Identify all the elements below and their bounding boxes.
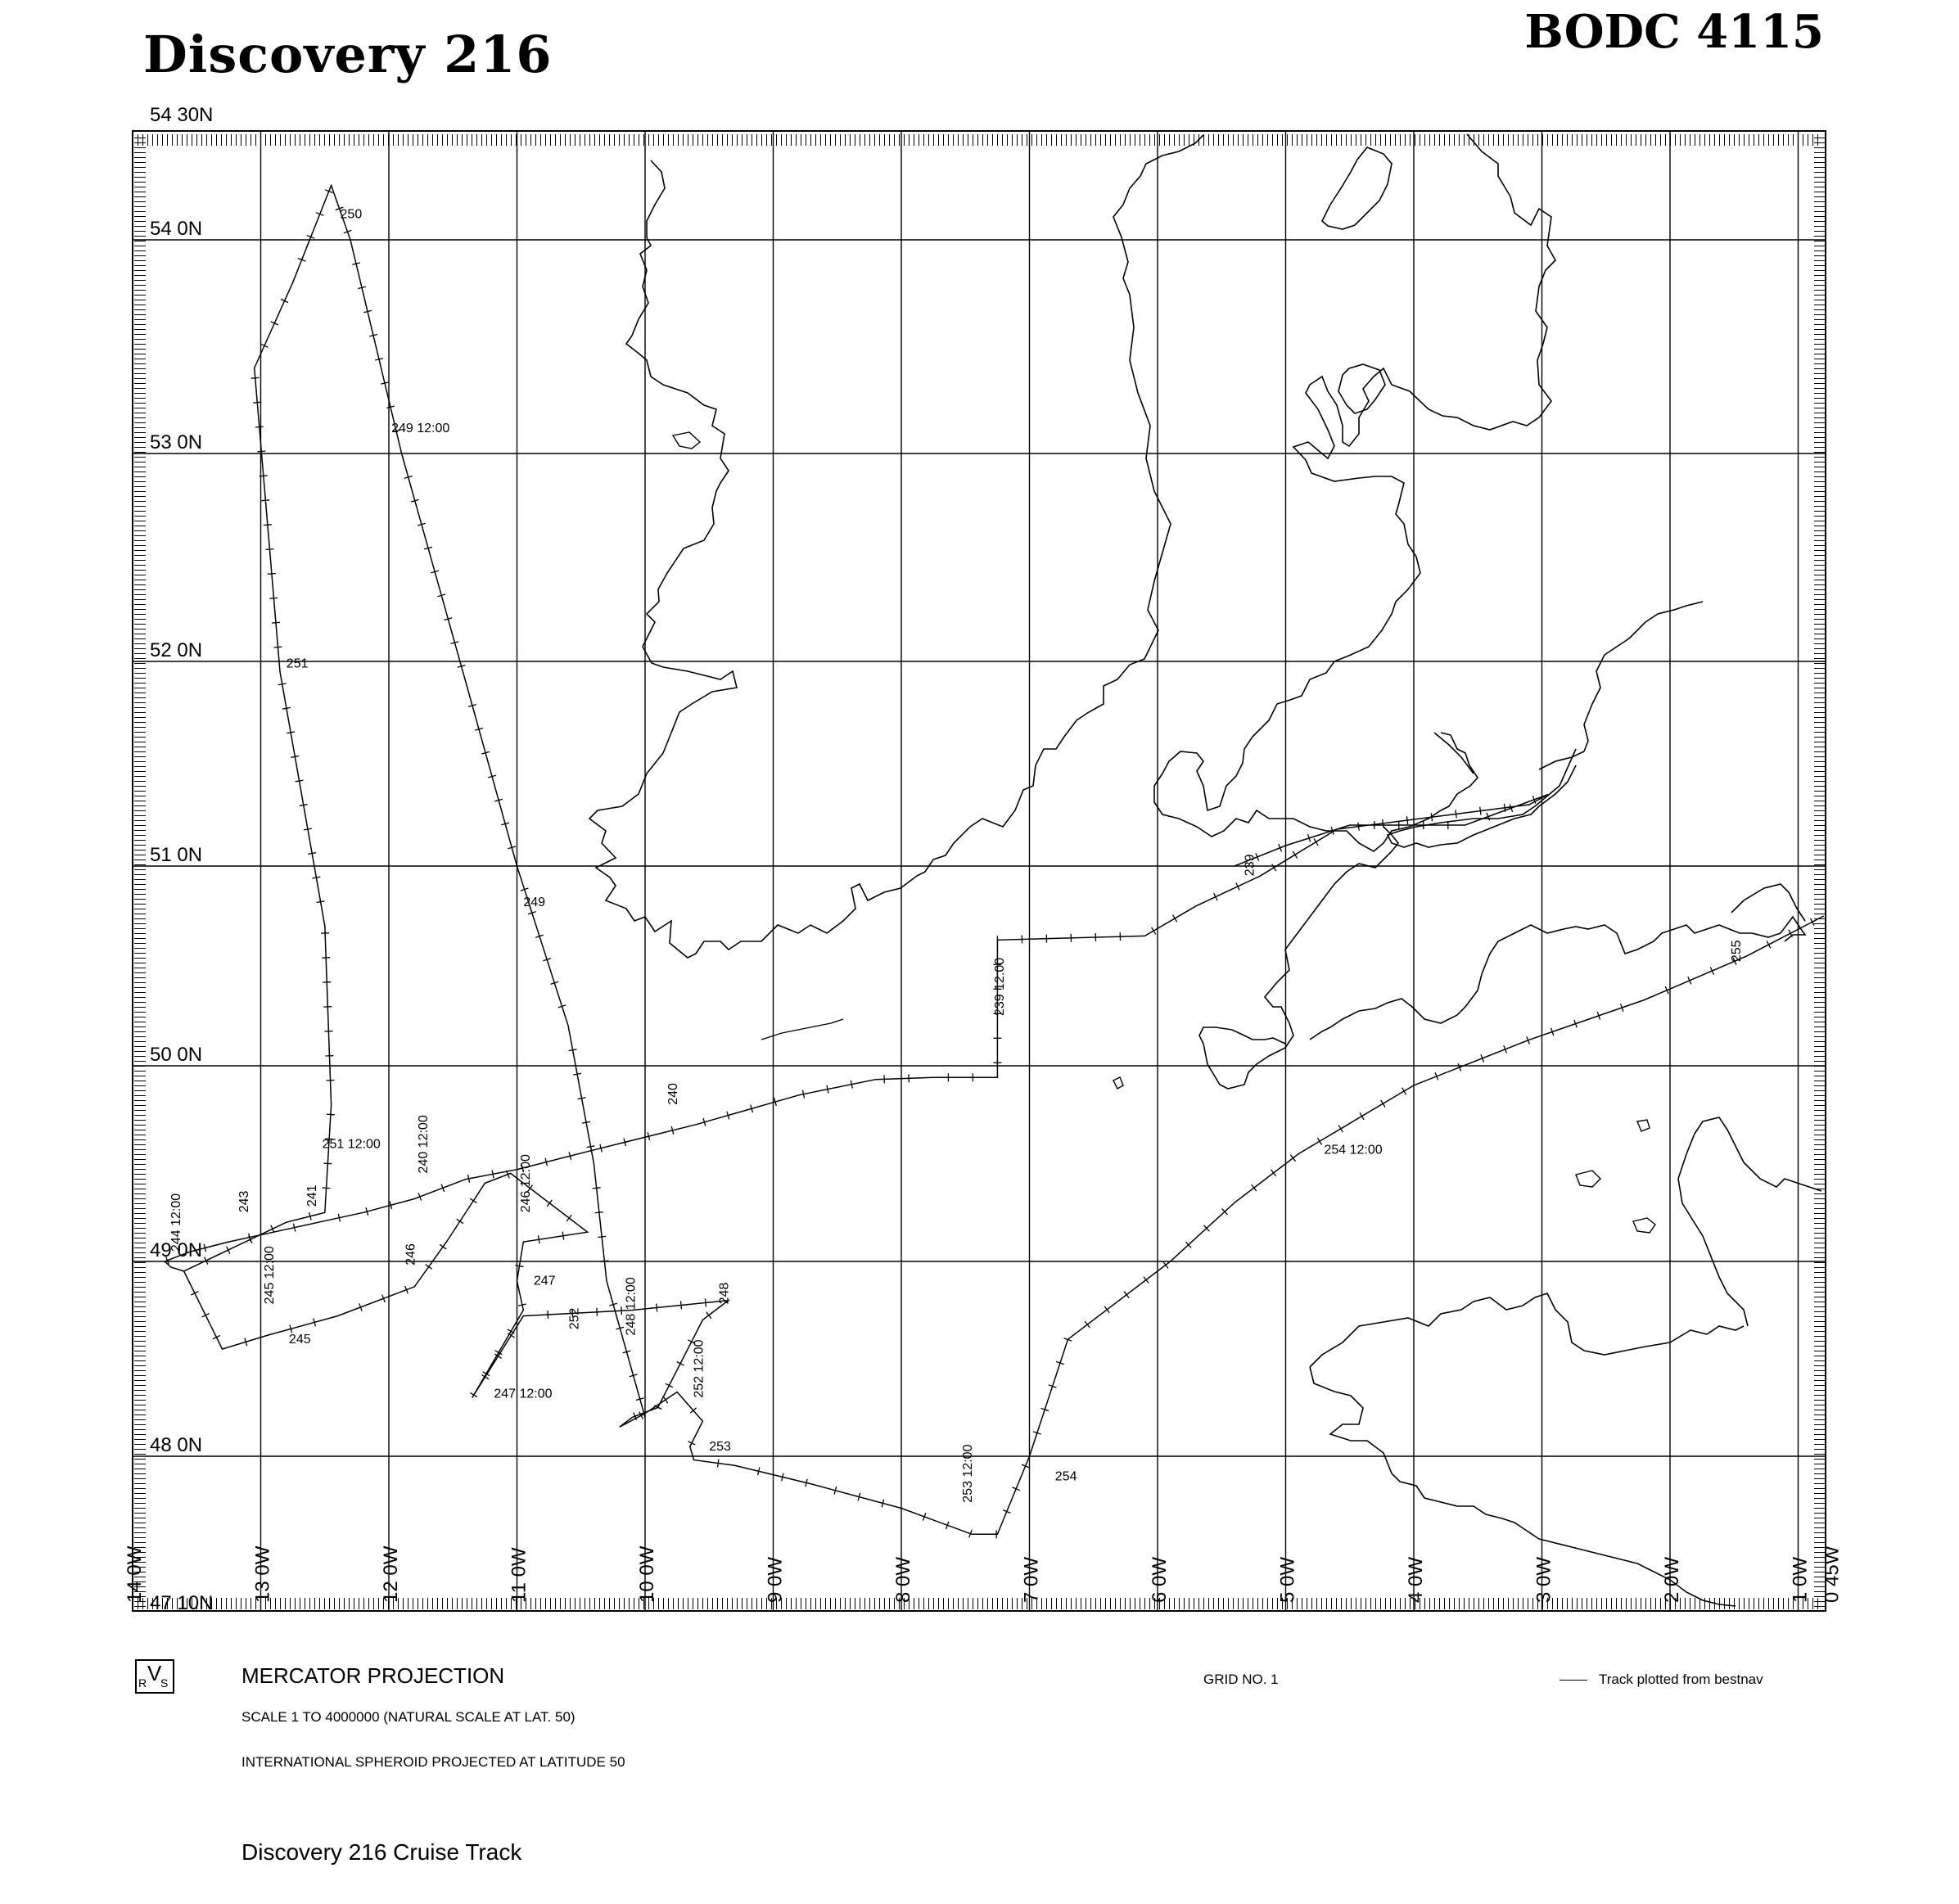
track-tick — [597, 1308, 598, 1316]
track-day-label: 239 12:00 — [993, 957, 1008, 1016]
track-day-label: 243 — [237, 1190, 251, 1213]
track-tick — [598, 1236, 606, 1237]
track-tick — [1290, 1155, 1295, 1162]
coastline-islands — [673, 432, 1655, 1233]
track-tick — [251, 377, 260, 378]
track-tick — [426, 1265, 432, 1270]
track-tick — [562, 1232, 564, 1240]
latitude-label: 54 0N — [150, 218, 203, 240]
longitude-label: 12 0W — [380, 1545, 402, 1603]
track-tick — [1085, 1321, 1090, 1328]
track-tick — [323, 1163, 332, 1164]
track-tick — [323, 1188, 331, 1189]
longitude-label: 9 0W — [764, 1556, 787, 1603]
longitude-label: 10 0W — [636, 1545, 658, 1603]
track-tick — [268, 574, 276, 575]
map-title: Discovery 216 — [143, 25, 553, 84]
track-day-label: 250 — [340, 207, 363, 222]
logo-letter-r: R — [138, 1676, 147, 1690]
track-day-label: 252 12:00 — [692, 1339, 706, 1398]
track-tick — [312, 877, 320, 878]
track-day-label: 249 12:00 — [391, 421, 450, 435]
longitude-label: 4 0W — [1405, 1556, 1427, 1603]
track-tick — [253, 402, 261, 403]
map-border — [133, 131, 1826, 1611]
dataset-code: BODC 4115 — [1524, 5, 1824, 59]
latitude-label: 52 0N — [150, 639, 203, 661]
track-line-secondary — [184, 186, 645, 1418]
track-tick — [547, 1200, 552, 1207]
track-tick — [1252, 1184, 1257, 1191]
track-tick — [255, 426, 264, 427]
longitude-label: 11 0W — [508, 1547, 530, 1603]
map-caption: Discovery 216 Cruise Track — [241, 1839, 522, 1865]
track-tick — [300, 805, 308, 806]
track-tick — [1402, 1088, 1406, 1095]
track-day-label: 251 — [286, 656, 309, 671]
longitude-label: 13 0W — [251, 1545, 274, 1603]
track-day-label: 247 12:00 — [494, 1387, 553, 1401]
track-tick — [681, 1302, 682, 1310]
graticule — [133, 131, 1826, 1611]
coastline-brittany — [1310, 1117, 1821, 1606]
track-tick — [317, 901, 325, 903]
track-tick — [578, 1098, 586, 1099]
latitude-label: 49 0N — [150, 1239, 203, 1261]
coastline-isle-of-man — [1322, 147, 1392, 229]
track-tick — [1431, 813, 1432, 821]
logo-letter-s: S — [160, 1676, 169, 1690]
track-tick — [539, 1235, 540, 1243]
legend-line-swatch — [1560, 1680, 1587, 1681]
track-tick — [1152, 927, 1156, 935]
track-tick — [595, 1212, 603, 1213]
track-day-label: 254 12:00 — [1324, 1143, 1383, 1157]
longitude-label: 5 0W — [1276, 1556, 1299, 1603]
track-tick — [261, 500, 269, 501]
track-tick — [1381, 1100, 1385, 1108]
track-tick — [1314, 838, 1318, 846]
track-tick — [1144, 1277, 1149, 1284]
grid-label: GRID NO. 1 — [1203, 1672, 1279, 1687]
track-tick — [706, 1312, 711, 1319]
coastline-britain — [1154, 134, 1805, 1089]
track-day-label: 247 — [533, 1274, 556, 1288]
legend-label: Track plotted from bestnav — [1599, 1672, 1763, 1687]
scale-label: SCALE 1 TO 4000000 (NATURAL SCALE AT LAT. 50) — [241, 1709, 576, 1725]
track-tick — [1163, 1261, 1168, 1268]
track-day-label: 255 — [1730, 940, 1745, 963]
track-tick — [440, 1244, 446, 1249]
legend — [1560, 1672, 1763, 1688]
track-tick — [718, 1460, 719, 1468]
track-tick — [1406, 816, 1407, 824]
latitude-label: 50 0N — [150, 1044, 203, 1066]
latitude-labels — [150, 104, 213, 1614]
track-tick — [573, 1073, 581, 1075]
coastline-ireland — [589, 135, 1203, 958]
track-tick — [257, 451, 265, 452]
track-day-label: 253 12:00 — [961, 1444, 976, 1503]
rvs-logo — [135, 1659, 174, 1694]
track-day-label: 248 12:00 — [624, 1277, 639, 1336]
track-tick — [1480, 807, 1481, 815]
track-tick — [272, 622, 280, 623]
track-day-label: 246 — [404, 1243, 418, 1266]
track-tick — [705, 1298, 706, 1306]
track-tick — [471, 1393, 478, 1397]
track-tick — [282, 707, 291, 709]
track-tick — [296, 780, 304, 782]
track-day-label: 252 — [567, 1307, 582, 1330]
track-day-label: 246 12:00 — [519, 1154, 534, 1213]
track-tick — [1358, 823, 1359, 831]
latitude-label: 53 0N — [150, 431, 203, 453]
longitude-label: 8 0W — [892, 1556, 914, 1603]
track-tick — [308, 853, 316, 855]
track-day-label: 240 — [666, 1083, 681, 1105]
spheroid-label: INTERNATIONAL SPHEROID PROJECTED AT LATITUDE 50 — [241, 1754, 625, 1770]
track-day-label: 245 12:00 — [263, 1246, 278, 1305]
latitude-label: 47 10N — [150, 1592, 214, 1614]
track-tick — [593, 1188, 601, 1189]
longitude-label: 0 45W — [1821, 1545, 1844, 1603]
track-tick — [457, 1219, 463, 1223]
longitude-label: 2 0W — [1661, 1556, 1683, 1603]
track-tick — [470, 1198, 476, 1202]
track-tick — [1338, 1126, 1343, 1133]
track-day-label: 249 — [523, 895, 546, 909]
track-day-label: 248 — [717, 1282, 732, 1305]
track-tick — [1271, 1170, 1276, 1176]
track-tick — [582, 1121, 590, 1123]
track-tick — [265, 549, 273, 550]
track-line — [165, 795, 1824, 1535]
track-tick — [1124, 1292, 1129, 1298]
latitude-label: 51 0N — [150, 844, 203, 866]
track-day-label: 254 — [1054, 1469, 1077, 1484]
latitude-label: 54 30N — [150, 104, 214, 126]
track-tick — [1293, 851, 1297, 859]
longitude-label: 7 0W — [1020, 1556, 1043, 1603]
track-tick — [1173, 915, 1177, 923]
track-tick — [327, 1114, 335, 1115]
track-tick — [264, 525, 272, 526]
coastline-anglesey — [1338, 364, 1385, 413]
track-tick — [663, 1396, 668, 1403]
track-labels — [169, 207, 1744, 1502]
track-day-label: 253 — [709, 1439, 731, 1454]
track-day-label: 240 12:00 — [416, 1115, 431, 1174]
longitude-label: 14 0W — [124, 1545, 146, 1603]
longitude-labels — [124, 1545, 1844, 1603]
projection-label: MERCATOR PROJECTION — [241, 1663, 505, 1688]
longitude-label: 3 0W — [1532, 1556, 1555, 1603]
track-day-label: 251 12:00 — [322, 1137, 381, 1152]
longitude-label: 1 0W — [1789, 1556, 1812, 1603]
latitude-label: 48 0N — [150, 1434, 203, 1456]
track-tick — [1272, 864, 1276, 872]
track-tick — [1360, 1112, 1364, 1120]
longitude-label: 6 0W — [1149, 1556, 1171, 1603]
track-tick — [287, 732, 295, 733]
track-day-label: 245 — [288, 1332, 311, 1347]
track-tick — [566, 1215, 571, 1221]
track-tick — [621, 1306, 622, 1315]
track-tick — [278, 684, 287, 685]
logo-letter-v: V — [147, 1661, 162, 1685]
track-tick — [304, 828, 312, 830]
track-day-label: 241 — [305, 1184, 319, 1207]
track-tick — [291, 756, 299, 758]
track-day-label: 244 12:00 — [169, 1193, 183, 1252]
track-tick — [1104, 1306, 1109, 1313]
track-tick — [569, 1049, 577, 1051]
track-day-label: 239 — [1243, 854, 1257, 877]
track-tick — [587, 1146, 595, 1148]
track-tick — [1317, 1138, 1321, 1145]
track-tick-marks — [166, 190, 1815, 1539]
